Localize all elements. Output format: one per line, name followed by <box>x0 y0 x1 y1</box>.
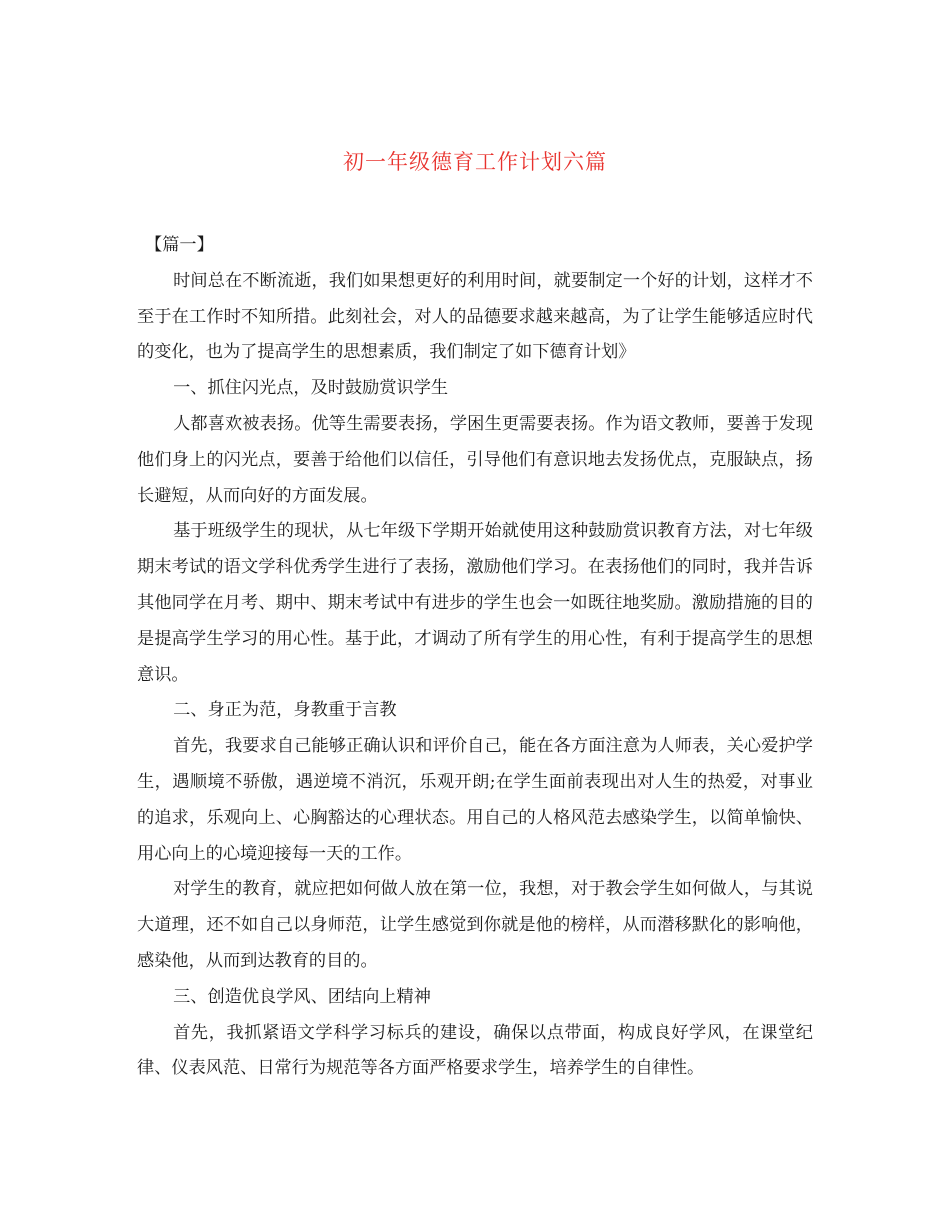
section-heading-1: 一、抓住闪光点，及时鼓励赏识学生 <box>173 378 449 399</box>
paragraph: 人都喜欢被表扬。优等生需要表扬，学困生更需要表扬。作为语文教师，要善于发现他们身上的闪光点，要善于给他们以信任，引导他们有意识地去发扬优点，克服缺点，扬长避短，从而向好的方面发展。 <box>137 413 813 506</box>
section-tag: 【篇一】 <box>145 235 214 255</box>
paragraph: 对学生的教育，就应把如何做人放在第一位，我想，对于教会学生如何做人，与其说大道理，还不如自己以身师范，让学生感觉到你就是他的榜样，从而潜移默化的影响他，感染他，从而到达教育的目的。 <box>137 879 813 971</box>
paragraph-intro: 时间总在不断流逝，我们如果想更好的利用时间，就要制定一个好的计划，这样才不至于在工作时不知所措。此刻社会，对人的品德要求越来越高，为了让学生能够适应时代的变化，也为了提高学生的思想素质，我们制定了如下德育计划》 <box>137 270 813 363</box>
paragraph: 基于班级学生的现状，从七年级下学期开始就使用这种鼓励赏识教育方法，对七年级期末考试的语文学科优秀学生进行了表扬，激励他们学习。在表扬他们的同时，我并告诉其他同学在月考、期中、期末考试中有进步的学生也会一如既往地奖励。激励措施的目的是提高学生学习的用心性。基于此，才调动了所有学生的用心性，有利于提高学生的思想意识。 <box>137 521 813 685</box>
document-body <box>137 228 813 1087</box>
section-heading-3: 三、创造优良学风、团结向上精神 <box>173 986 431 1007</box>
document-title: 初一年级德育工作计划六篇 <box>343 150 607 174</box>
section-heading-2: 二、身正为范，身教重于言教 <box>173 700 397 721</box>
paragraph: 首先，我抓紧语文学科学习标兵的建设，确保以点带面，构成良好学风，在课堂纪律、仪表风范、日常行为规范等各方面严格要求学生，培养学生的自律性。 <box>137 1022 813 1079</box>
paragraph: 首先，我要求自己能够正确认识和评价自己，能在各方面注意为人师表，关心爱护学生，遇顺境不骄傲，遇逆境不消沉，乐观开朗;在学生面前表现出对人生的热爱，对事业的追求，乐观向上、心胸豁达的心理状态。用自己的人格风范去感染学生，以简单愉快、用心向上的心境迎接每一天的工作。 <box>137 736 813 864</box>
